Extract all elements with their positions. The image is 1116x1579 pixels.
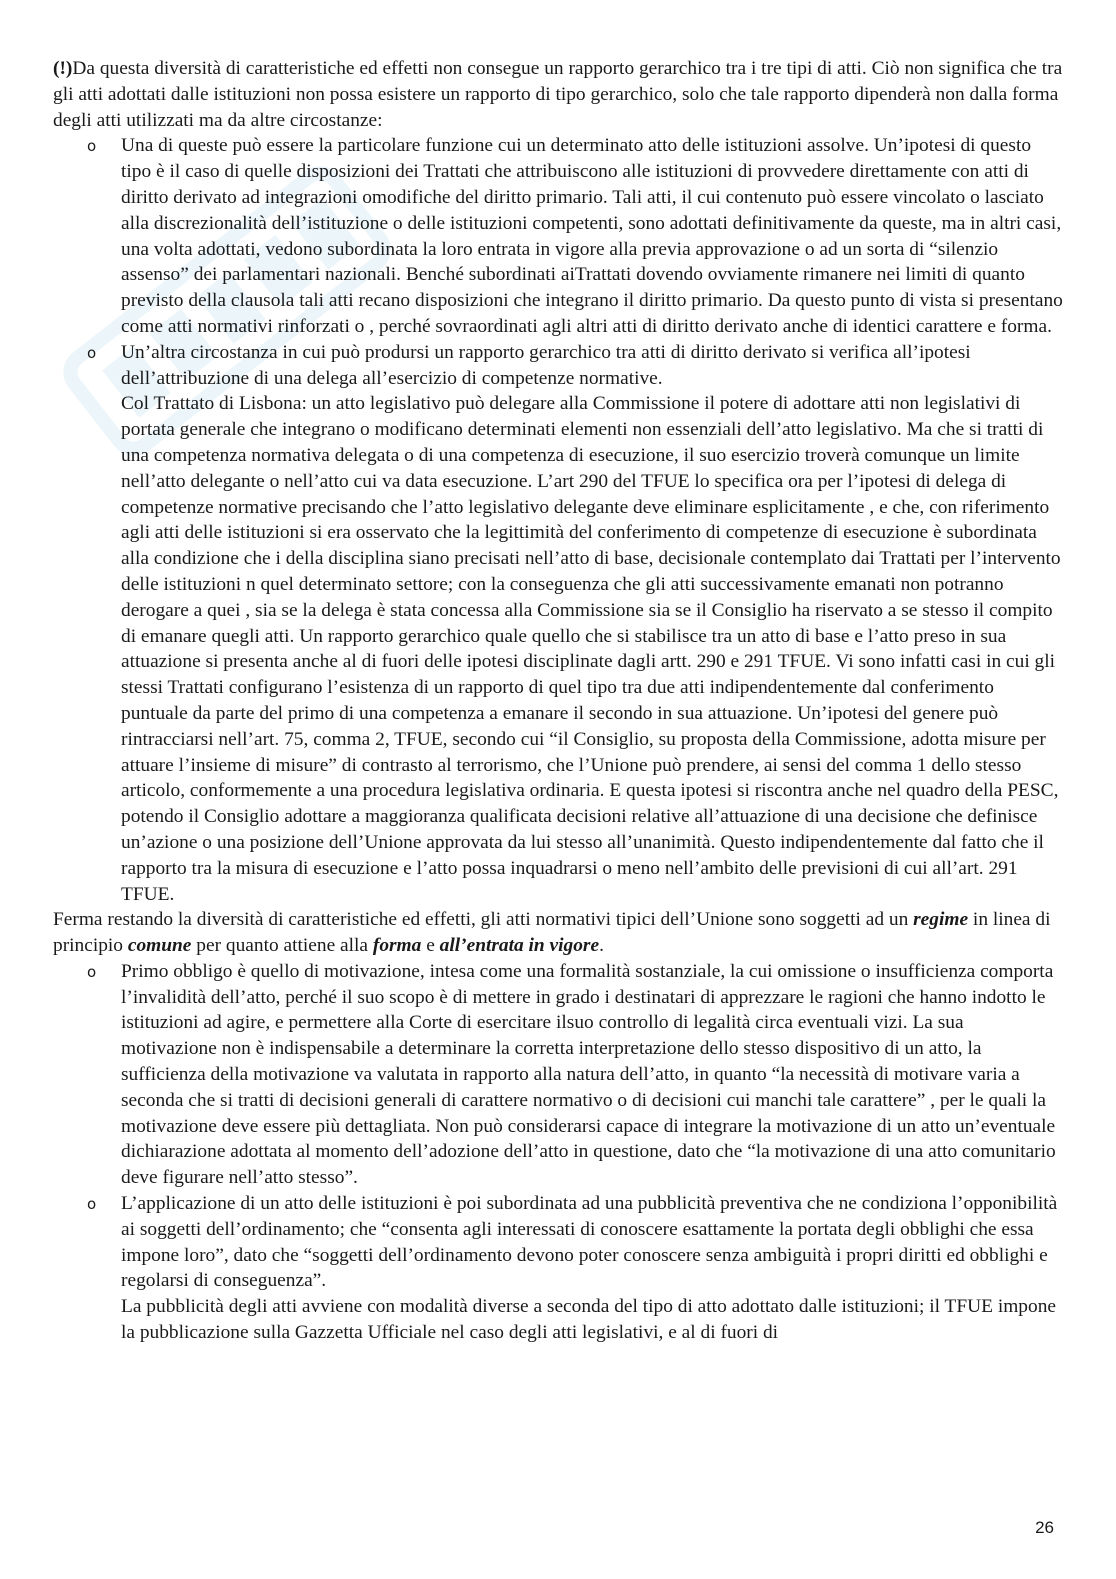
list-item — [53, 1191, 1063, 1346]
text-run: per quanto attiene alla — [191, 935, 373, 957]
intro-paragraph — [53, 56, 1063, 133]
list-item-continuation: La pubblicità degli atti avviene con modalità diverse a seconda del tipo di atto adottato dalle istituzioni; il TFUE impone la pubblicazione sulla Gazzetta Ufficiale nel caso degli atti legislativi, e al di fuori di — [121, 1296, 1057, 1344]
text-run: e — [421, 935, 440, 957]
exclamation-mark: (!) — [53, 58, 73, 79]
emphasis-comune: comune — [127, 935, 192, 957]
page-content — [53, 56, 1063, 1346]
regime-paragraph — [53, 907, 1063, 959]
list-item — [53, 959, 1063, 1191]
page-number: 26 — [1035, 1518, 1054, 1537]
emphasis-forma: forma — [372, 935, 422, 957]
emphasis-regime: regime — [913, 909, 969, 931]
list-item-continuation: Col Trattato di Lisbona: un atto legislativo può delegare alla Commissione il potere di adottare atti non legislativi di portata generale che integrano o modificano determinati elementi non essenziali dell’atto legislativo. Ma che si tratti di una competenza normativa delegata o di una competenza di esecuzione, il suo esercizio troverà comunque un limite nell’atto delegante o nell’atto cui va data esecuzione. L’art 290 del TFUE lo specifica ora per l’ipotesi di delega di competenze normative precisando che l’atto legislativo delegante deve eliminare esplicitamente , e che, con riferimento agli atti delle istituzioni si era osservato che la legittimità del conferimento di competenze di esecuzione è subordinata alla condizione che i della disciplina siano precisati nell’atto di base, decisionale contemplato dai Trattati per l’intervento delle istituzioni n quel determinato settore; con la conseguenza che gli atti successivamente emanati non potranno derogare a quei , sia se la delega è stata concessa alla Commissione sia se il Consiglio ha riservato a se stesso il compito di emanare quegli atti. Un rapporto gerarchico quale quello che si stabilisce tra un atto di base e l’atto preso in sua attuazione si presenta anche al di fuori delle ipotesi disciplinate dagli artt. 290 e 291 TFUE. Vi sono infatti casi in cui gli stessi Trattati configurano l’esistenza di un rapporto di quel tipo tra due atti indipendentemente dal conferimento puntuale da parte del primo di una competenza a emanare il secondo in sua attuazione. Un’ipotesi del genere può rintracciarsi nell’art. 75, comma 2, TFUE, secondo cui “il Consiglio, su proposta della Commissione, adotta misure per attuare l’insieme di misure” di contrasto al terrorismo, che l’Unione può prendere, ai sensi del comma 1 dello stesso articolo, conformemente a una procedura legislativa ordinaria. E questa ipotesi si riscontra anche nel quadro della PESC, potendo il Consiglio adottare a maggioranza qualificata decisioni relative all’attuazione di una decisione che definisce un’azione o una posizione dell’Unione approvata da lui stesso all’unanimità. Questo indipendentemente dal fatto che il rapporto tra la misura di esecuzione e l’atto possa inquadrarsi o meno nell’ambito delle previsioni di cui all’art. 291 TFUE. — [121, 393, 1061, 905]
text-run: Ferma restando la diversità di caratteristiche ed effetti, gli atti normativi tipici dell’Unione sono soggetti ad un — [53, 909, 914, 931]
emphasis-entrata: all’entrata in vigore — [439, 935, 600, 957]
intro-text: Da questa diversità di caratteristiche ed effetti non consegue un rapporto gerarchico tra i tre tipi di atti. Ciò non significa che tra gli atti adottati dalle istituzioni non possa esistere un rapporto di tipo gerarchico, solo che tale rapporto dipenderà non dalla forma degli atti utilizzati ma da altre circostanze: — [53, 58, 1063, 131]
bullet-icon: o — [87, 137, 97, 156]
bullet-icon: o — [87, 962, 97, 981]
text-run: . — [599, 935, 604, 957]
list-item — [53, 133, 1063, 339]
bullet-icon: o — [87, 343, 97, 362]
list-item-text: L’applicazione di un atto delle istituzioni è poi subordinata ad una pubblicità preventiva che ne condiziona l’opponibilità ai soggetti dell’ordinamento; che “consenta agli interessati di conoscere esattamente la portata degli obblighi che essa impone loro”, dato che “soggetti dell’ordinamento devono poter conoscere senza ambiguità i propri diritti ed obblighi e regolarsi di conseguenza”. — [121, 1193, 1058, 1292]
list-item — [53, 340, 1063, 908]
bullet-icon: o — [87, 1195, 97, 1214]
list-item-text: Primo obbligo è quello di motivazione, intesa come una formalità sostanziale, la cui omissione o insufficienza comporta l’invalidità dell’atto, perché il suo scopo è di mettere in grado i destinatari di apprezzare le ragioni che hanno indotto le istituzioni ad agire, e permettere alla Corte di esercitare ilsuo controllo di legalità circa eventuali vizi. La sua motivazione non è indispensabile a determinare la corretta interpretazione dello stesso dispositivo di un atto, la sufficienza della motivazione va valutata in rapporto alla natura dell’atto, in quanto “la necessità di motivare varia a seconda che si tratti di decisioni generali di carattere normativo o di decisioni cui manchi tale carattere” , per le quali la motivazione deve essere più dettagliata. Non può considerarsi capace di integrare la motivazione di un atto un’eventuale dichiarazione adottata al momento dell’adozione dell’atto in questione, dato che “la motivazione di una atto comunitario deve figurare nell’atto stesso”. — [121, 960, 1056, 1189]
list-item-text: Un’altra circostanza in cui può prodursi un rapporto gerarchico tra atti di diritto derivato si verifica all’ipotesi dell’attribuzione di una delega all’esercizio di competenze normative. — [121, 341, 971, 389]
list-item-text: Una di queste può essere la particolare funzione cui un determinato atto delle istituzioni assolve. Un’ipotesi di questo tipo è il caso di quelle disposizioni dei Trattati che attribuiscono alle istituzioni di provvedere direttamente con atti di diritto derivato ad integrazioni omodifiche del diritto primario. Tali atti, il cui contenuto può essere vincolato o lasciato alla discrezionalità dell’istituzione o delle istituzioni competenti, sono adottati definitivamente da queste, ma in altri casi, una volta adottati, vedono subordinata la loro entrata in vigore alla previa approvazione o ad un sorta di “silenzio assenso” dei parlamentari nazionali. Benché subordinati aiTrattati dovendo ovviamente rimanere nei limiti di quanto previsto della clausola tali atti recano disposizioni che integrano il diritto primario. Da questo punto di vista si presentano come atti normativi rinforzati o , perché sovraordinati agli altri atti di diritto derivato anche di identici carattere e forma. — [121, 135, 1063, 337]
text-run: in linea di principio — [53, 909, 1051, 957]
